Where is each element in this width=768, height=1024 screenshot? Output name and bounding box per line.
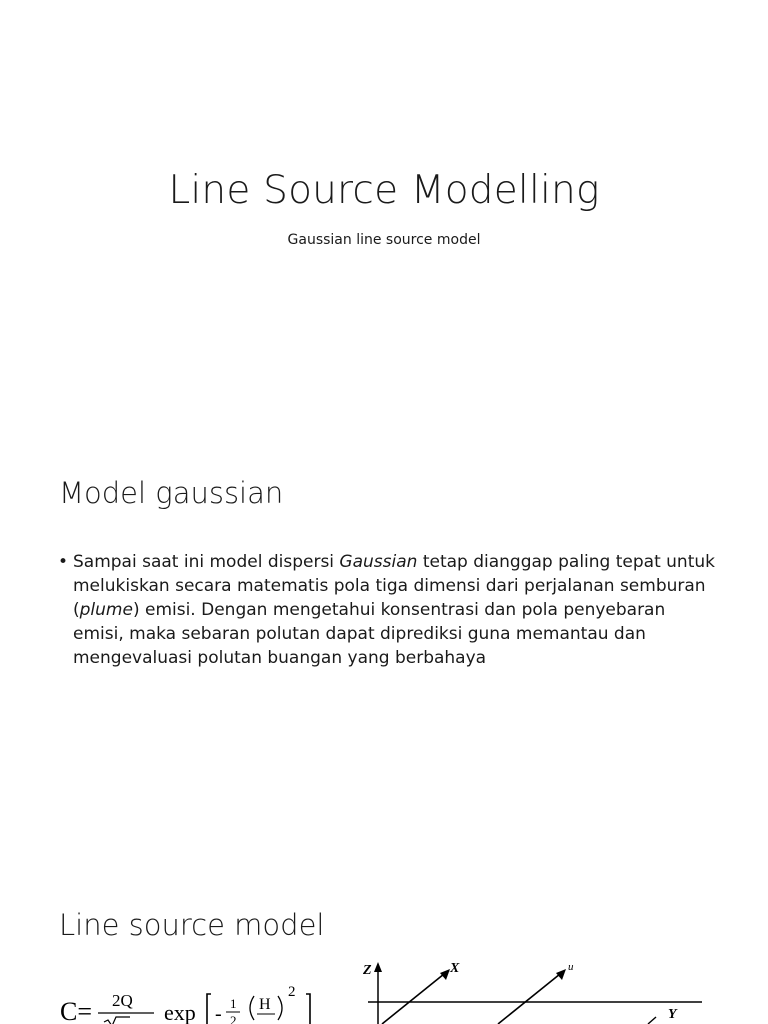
- line-source-coordinate-diagram: [356, 960, 708, 1024]
- slide-heading: Line source model: [59, 908, 325, 942]
- line-source-model-slide: [0, 864, 768, 1024]
- bullet-item: [58, 550, 718, 670]
- bullet-text-italic: plume: [79, 600, 133, 620]
- diagram-x-arrowhead: [440, 969, 450, 980]
- formula-sqrt-sign: [104, 1017, 130, 1024]
- diagram-u-label: u: [568, 961, 574, 973]
- formula-numerator: 2Q: [112, 991, 133, 1010]
- formula-right-paren: [278, 996, 282, 1020]
- gaussian-line-source-formula: [60, 976, 330, 1024]
- formula-minus: -: [215, 1003, 222, 1024]
- diagram-line-source-fragment: [648, 1017, 656, 1024]
- bullet-text-part: tetap dianggap paling tepat untuk melukiskan secara matematis pola tiga dimensi dari perjalanan semburan (: [73, 552, 715, 620]
- model-gaussian-slide: [0, 432, 768, 864]
- formula-h: H: [259, 996, 271, 1013]
- bullet-list: [58, 550, 718, 670]
- formula-half-denominator: 2: [230, 1013, 237, 1024]
- diagram-z-label: Z: [363, 963, 372, 978]
- slide-heading: Model gaussian: [59, 476, 284, 510]
- formula-exp: exp: [164, 1000, 196, 1024]
- slide-title: Line Source Modelling: [168, 168, 600, 213]
- formula-left-paren: [250, 996, 254, 1020]
- diagram-wind-arrow: [498, 974, 560, 1024]
- formula-left-bracket: [207, 994, 211, 1024]
- bullet-dot-icon: •: [58, 552, 69, 572]
- slide-subtitle: Gaussian line source model: [287, 232, 481, 248]
- formula-right-bracket: [306, 994, 310, 1024]
- diagram-x-axis: [382, 974, 444, 1024]
- bullet-text-italic: Gaussian: [339, 552, 418, 572]
- title-slide: [0, 0, 768, 432]
- bullet-text-part: Sampai saat ini model dispersi: [73, 552, 340, 572]
- formula-half-numerator: 1: [230, 996, 237, 1011]
- diagram-x-label: X: [450, 961, 460, 976]
- diagram-z-arrowhead: [374, 962, 382, 972]
- formula-exponent: 2: [288, 984, 296, 1000]
- diagram-wind-arrowhead: [556, 969, 566, 980]
- bullet-text-part: ) emisi. Dengan mengetahui konsentrasi dan pola penyebaran emisi, maka sebaran polutan dapat diprediksi guna memantau dan mengevaluasi polutan buangan yang berbahaya: [73, 600, 666, 668]
- diagram-y-label: Y: [668, 1007, 677, 1022]
- formula-lhs: C=: [60, 997, 93, 1024]
